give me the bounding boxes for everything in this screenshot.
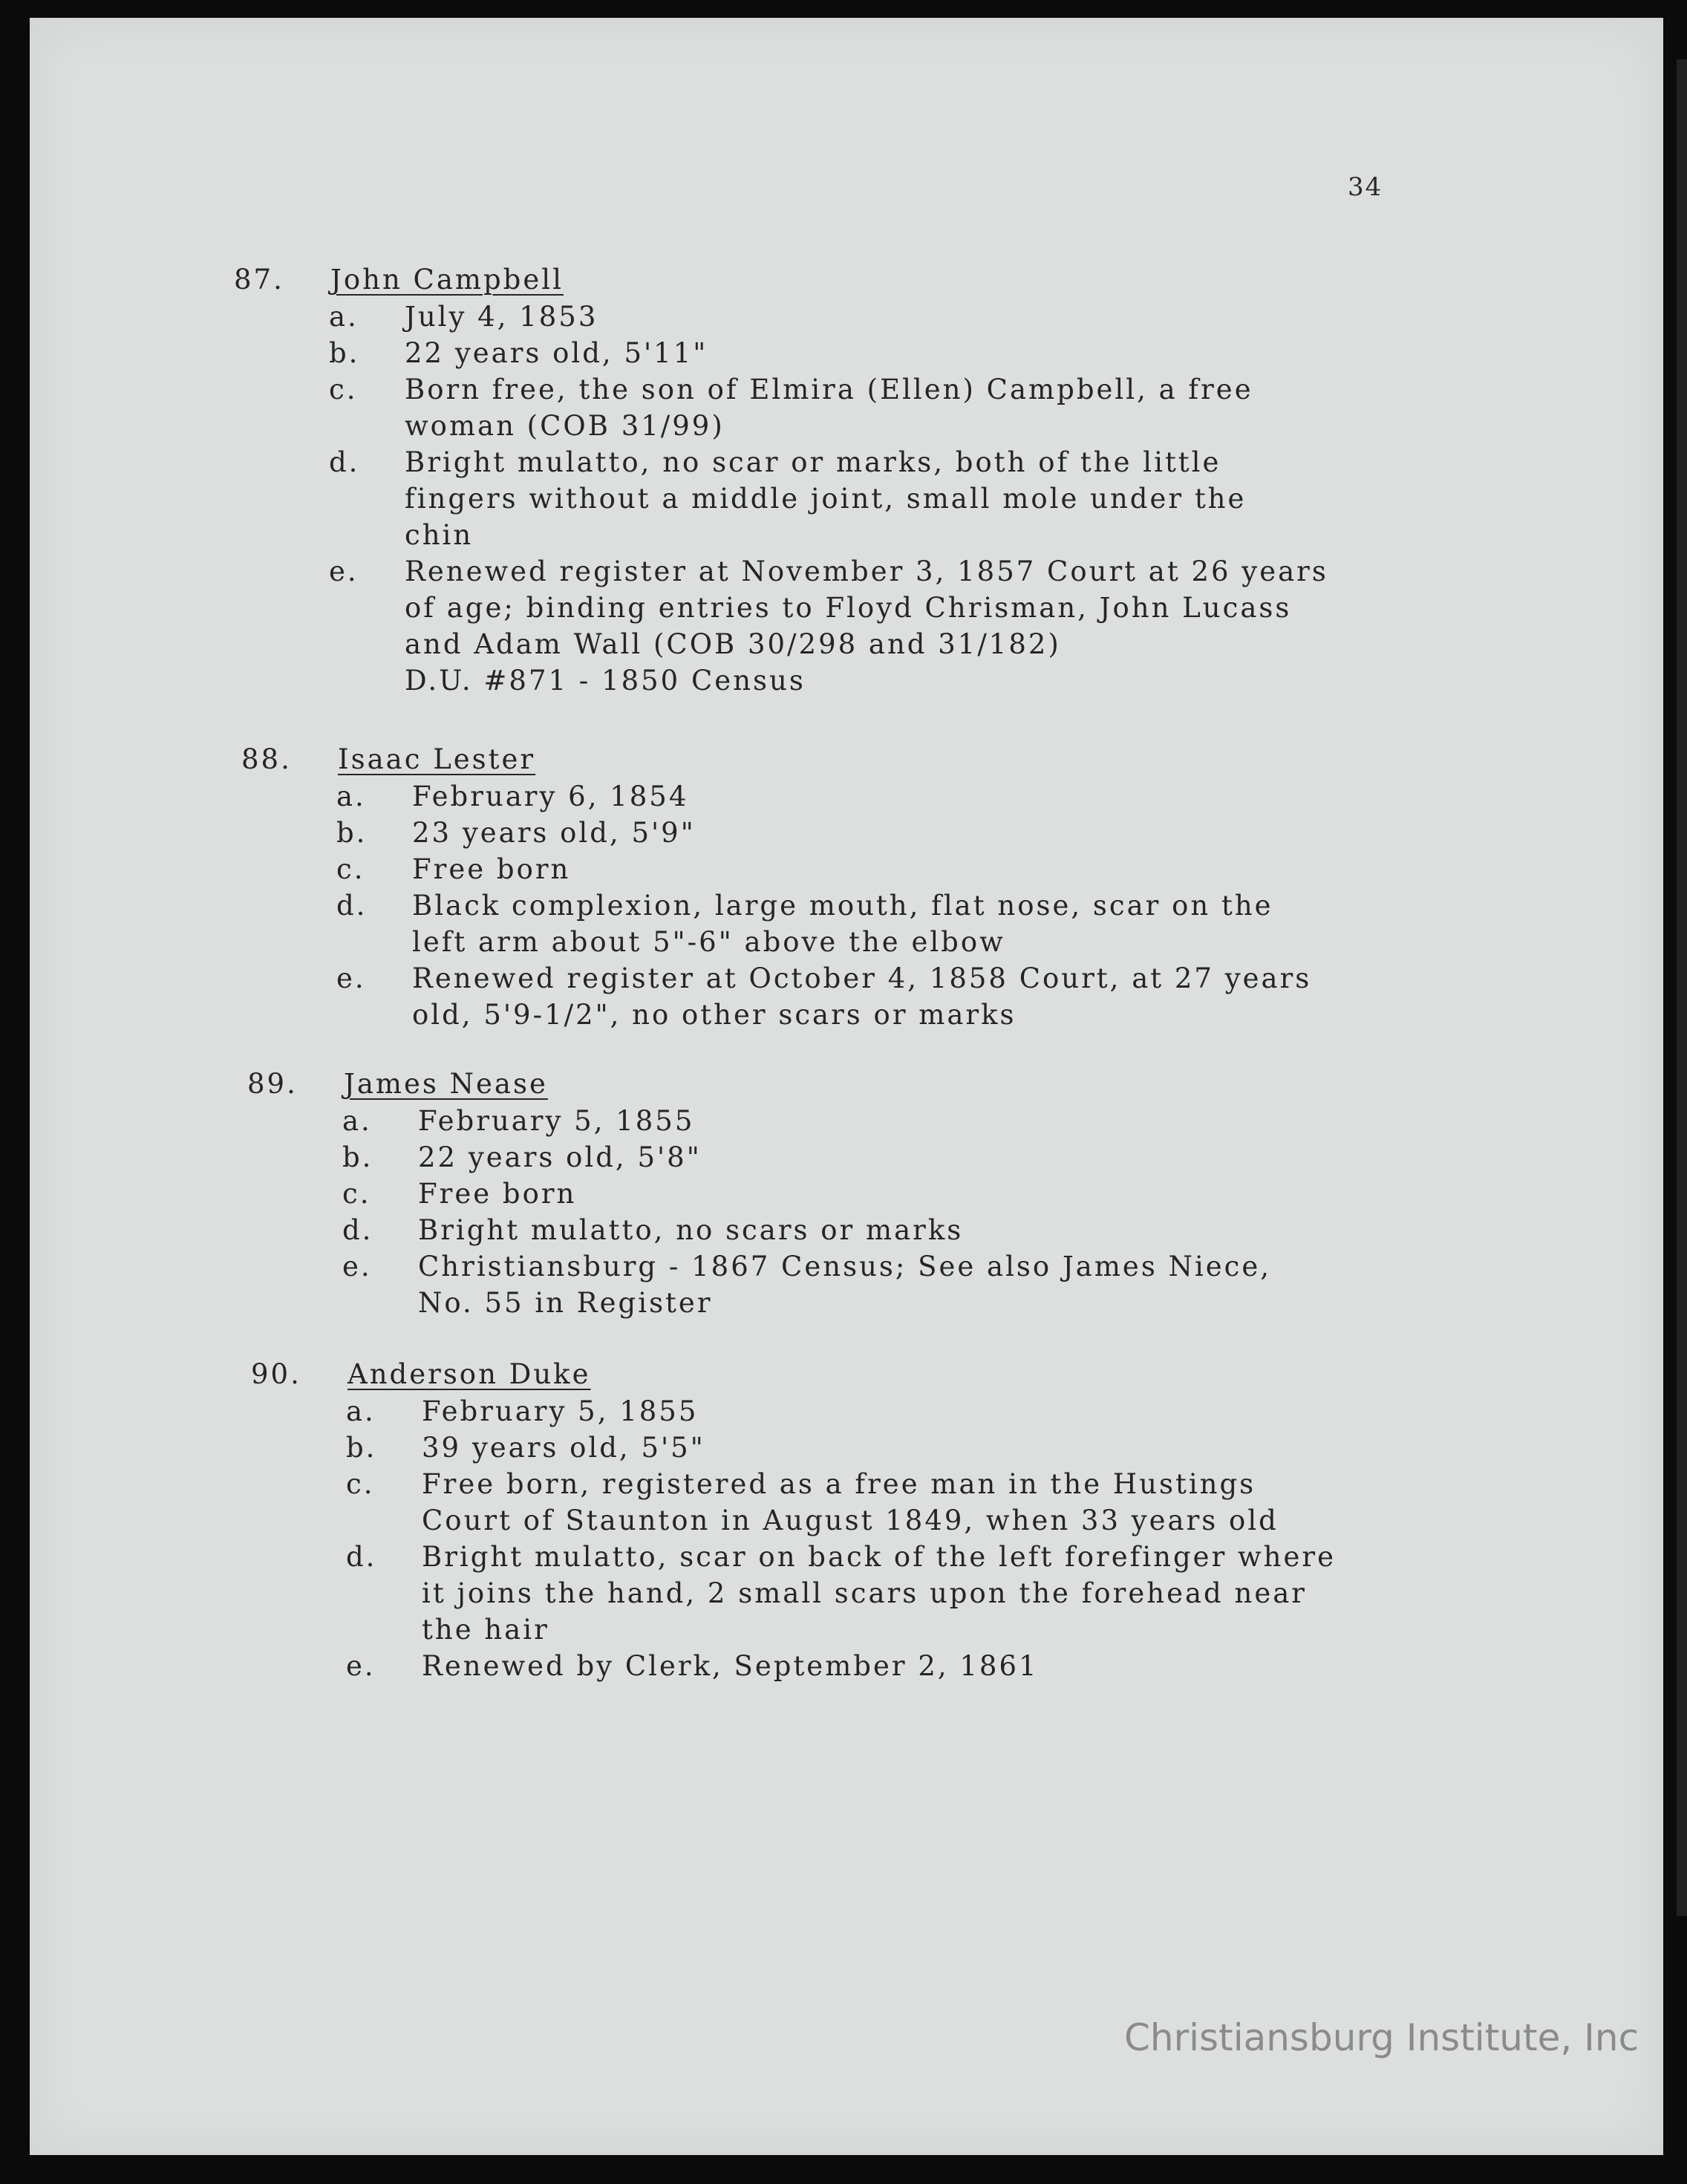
item-letter: d. [342, 1214, 373, 1246]
item-letter: c. [342, 1178, 371, 1210]
entry-item [329, 335, 1422, 371]
item-text: Free born [412, 853, 571, 885]
item-text: July 4, 1853 [405, 301, 598, 333]
item-letter: a. [346, 1395, 376, 1427]
item-text: Born free, the son of Elmira (Ellen) Campbell, a free woman (COB 31/99) [405, 374, 1253, 442]
item-letter: b. [329, 337, 360, 369]
entry-item [346, 1539, 1439, 1648]
entry-item [336, 960, 1429, 1033]
entry-item [346, 1466, 1439, 1539]
item-text: Bright mulatto, no scars or marks [418, 1214, 964, 1246]
item-text: Renewed by Clerk, September 2, 1861 [422, 1650, 1039, 1682]
entry-heading [247, 1066, 1435, 1103]
entry-item [336, 778, 1429, 815]
item-text: 22 years old, 5'8" [418, 1141, 702, 1173]
item-letter: c. [346, 1468, 375, 1500]
register-entry [247, 1066, 1435, 1321]
item-text: February 5, 1855 [422, 1395, 699, 1427]
item-text: Bright mulatto, no scar or marks, both of the little fingers without a middle joint, small mole under the chin [405, 446, 1247, 551]
item-letter: a. [342, 1105, 372, 1137]
item-letter: d. [336, 890, 368, 922]
entry-item [346, 1648, 1439, 1684]
entry-name: Isaac Lester [338, 743, 536, 775]
item-letter: b. [346, 1432, 377, 1464]
page-number: 34 [1348, 172, 1383, 202]
item-text: 22 years old, 5'11" [405, 337, 708, 369]
entry-item [336, 815, 1429, 851]
entry-number: 88. [241, 743, 292, 775]
item-letter: d. [346, 1541, 377, 1573]
entry-item [342, 1103, 1435, 1139]
entry-item [329, 299, 1422, 335]
entry-item [342, 1248, 1435, 1321]
item-text: Christiansburg - 1867 Census; See also James Niece, No. 55 in Register [418, 1251, 1272, 1319]
entry-item [329, 553, 1422, 699]
entry-item [346, 1393, 1439, 1430]
item-text: Renewed register at October 4, 1858 Court, at 27 years old, 5'9-1/2", no other scars or marks [412, 962, 1312, 1031]
item-text: Black complexion, large mouth, flat nose, scar on the left arm about 5"-6" above the elbow [412, 890, 1273, 958]
entry-item [342, 1176, 1435, 1212]
item-letter: a. [329, 301, 359, 333]
item-text: Renewed register at November 3, 1857 Court at 26 years of age; binding entries to Floyd Chrisman, John Lucass and Adam Wall (COB 30/298 and 31/182) D.U. #871 - 1850 Census [405, 555, 1328, 697]
entry-item [346, 1430, 1439, 1466]
entry-heading [251, 1356, 1439, 1393]
watermark: Christiansburg Institute, Inc [1124, 2016, 1639, 2059]
item-letter: e. [342, 1251, 372, 1282]
item-text: February 6, 1854 [412, 780, 689, 812]
scan-edge [1677, 59, 1687, 1916]
entry-item [336, 851, 1429, 887]
item-letter: c. [336, 853, 365, 885]
entry-name: James Nease [344, 1068, 548, 1100]
entry-item [336, 887, 1429, 960]
item-text: Free born, registered as a free man in the Hustings Court of Staunton in August 1849, when 33 years old [422, 1468, 1279, 1536]
entry-item [329, 444, 1422, 553]
item-text: Bright mulatto, scar on back of the left forefinger where it joins the hand, 2 small scars upon the forehead near the hair [422, 1541, 1336, 1646]
entry-number: 87. [234, 264, 284, 296]
entry-number: 89. [247, 1068, 298, 1100]
entry-heading [234, 261, 1422, 299]
entry-name: John Campbell [330, 264, 564, 296]
item-letter: c. [329, 374, 358, 405]
item-letter: a. [336, 780, 366, 812]
entry-item [342, 1212, 1435, 1248]
register-entry [241, 741, 1429, 1033]
register-entry [234, 261, 1422, 699]
item-text: 39 years old, 5'5" [422, 1432, 705, 1464]
item-letter: e. [346, 1650, 376, 1682]
item-text: Free born [418, 1178, 577, 1210]
entry-number: 90. [251, 1358, 301, 1390]
item-letter: b. [342, 1141, 373, 1173]
entry-heading [241, 741, 1429, 778]
entry-item [342, 1139, 1435, 1176]
item-text: February 5, 1855 [418, 1105, 695, 1137]
item-letter: d. [329, 446, 360, 478]
item-letter: e. [336, 962, 366, 994]
register-entry [251, 1356, 1439, 1684]
entry-name: Anderson Duke [347, 1358, 591, 1390]
item-text: 23 years old, 5'9" [412, 817, 696, 849]
entry-item [329, 371, 1422, 444]
item-letter: b. [336, 817, 368, 849]
item-letter: e. [329, 555, 359, 587]
